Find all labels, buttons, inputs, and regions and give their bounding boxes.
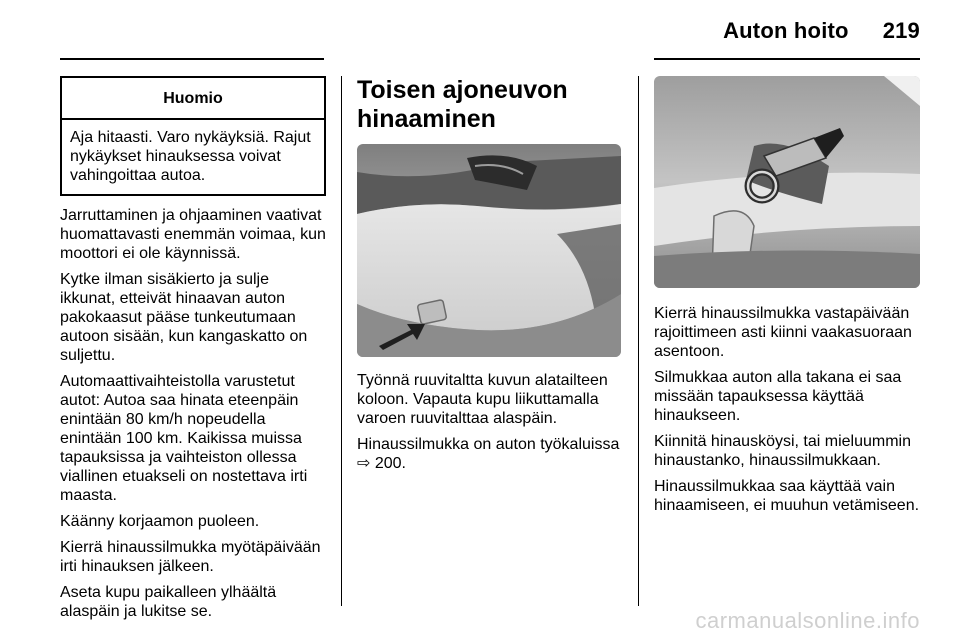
paragraph: Kierrä hinaussilmukka myötäpäivään irti hinauksen jälkeen. xyxy=(60,539,321,575)
column-2 xyxy=(357,76,623,480)
paragraph: Kiinnitä hinausköysi, tai mieluummin hinaustanko, hinaussilmukkaan. xyxy=(654,433,911,469)
paragraph: Kierrä hinaussilmukka vastapäivään rajoittimeen asti kiinni vaakasuoraan asentoon. xyxy=(654,305,912,360)
notice-title: Huomio xyxy=(62,78,324,120)
column3-top-rule xyxy=(654,58,920,60)
section-heading: Toisen ajoneuvon hinaaminen xyxy=(357,76,568,133)
column1-top-rule xyxy=(60,58,324,60)
bumper-cover-illustration xyxy=(357,144,621,357)
paragraph: Kytke ilman sisäkierto ja sulje ikkunat, etteivät hinaavan auton pakokaasut pääse tunkeutumaan autoon sisään, kun kangaskatto on suljettu. xyxy=(60,271,308,364)
section-title: Auton hoito xyxy=(723,18,849,43)
notice-text: Aja hitaasti. Varo nykäyksiä. Rajut nykäykset hinauksessa voivat vahingoittaa autoa. xyxy=(70,129,311,184)
column-3 xyxy=(654,76,922,522)
notice-box xyxy=(60,76,326,196)
paragraph: Työnnä ruuvitaltta kuvun alatailteen koloon. Vapauta kupu liikuttamalla varoen ruuvitalttaa alaspäin. xyxy=(357,372,608,427)
towing-eye-illustration xyxy=(654,76,920,288)
column-1 xyxy=(60,76,326,628)
watermark: carmanualsonline.info xyxy=(695,608,920,633)
paragraph: Käänny korjaamon puoleen. xyxy=(60,513,260,530)
paragraph: Jarruttaminen ja ohjaaminen vaativat huomattavasti enemmän voimaa, kun moottori ei ole käynnissä. xyxy=(60,207,326,262)
column-divider-2 xyxy=(638,76,639,606)
paragraph: Hinaussilmukka on auton työkaluissa ⇨ 200. xyxy=(357,436,620,472)
page-number: 219 xyxy=(882,18,920,43)
paragraph: Automaattivaihteistolla varustetut autot: Autoa saa hinata eteenpäin enintään 80 km/h nopeudella enintään 100 km. Kaikissa muissa tapauksissa ja vaihteiston ollessa viallinen etuakseli on nostettava irti maasta. xyxy=(60,373,308,504)
running-head xyxy=(723,18,920,44)
paragraph: Aseta kupu paikalleen ylhäältä alaspäin ja lukitse se. xyxy=(60,584,277,620)
paragraph: Hinaussilmukkaa saa käyttää vain hinaamiseen, ei muuhun vetämiseen. xyxy=(654,478,920,514)
column-divider-1 xyxy=(341,76,342,606)
paragraph: Silmukkaa auton alla takana ei saa missään tapauksessa käyttää hinaukseen. xyxy=(654,369,902,424)
